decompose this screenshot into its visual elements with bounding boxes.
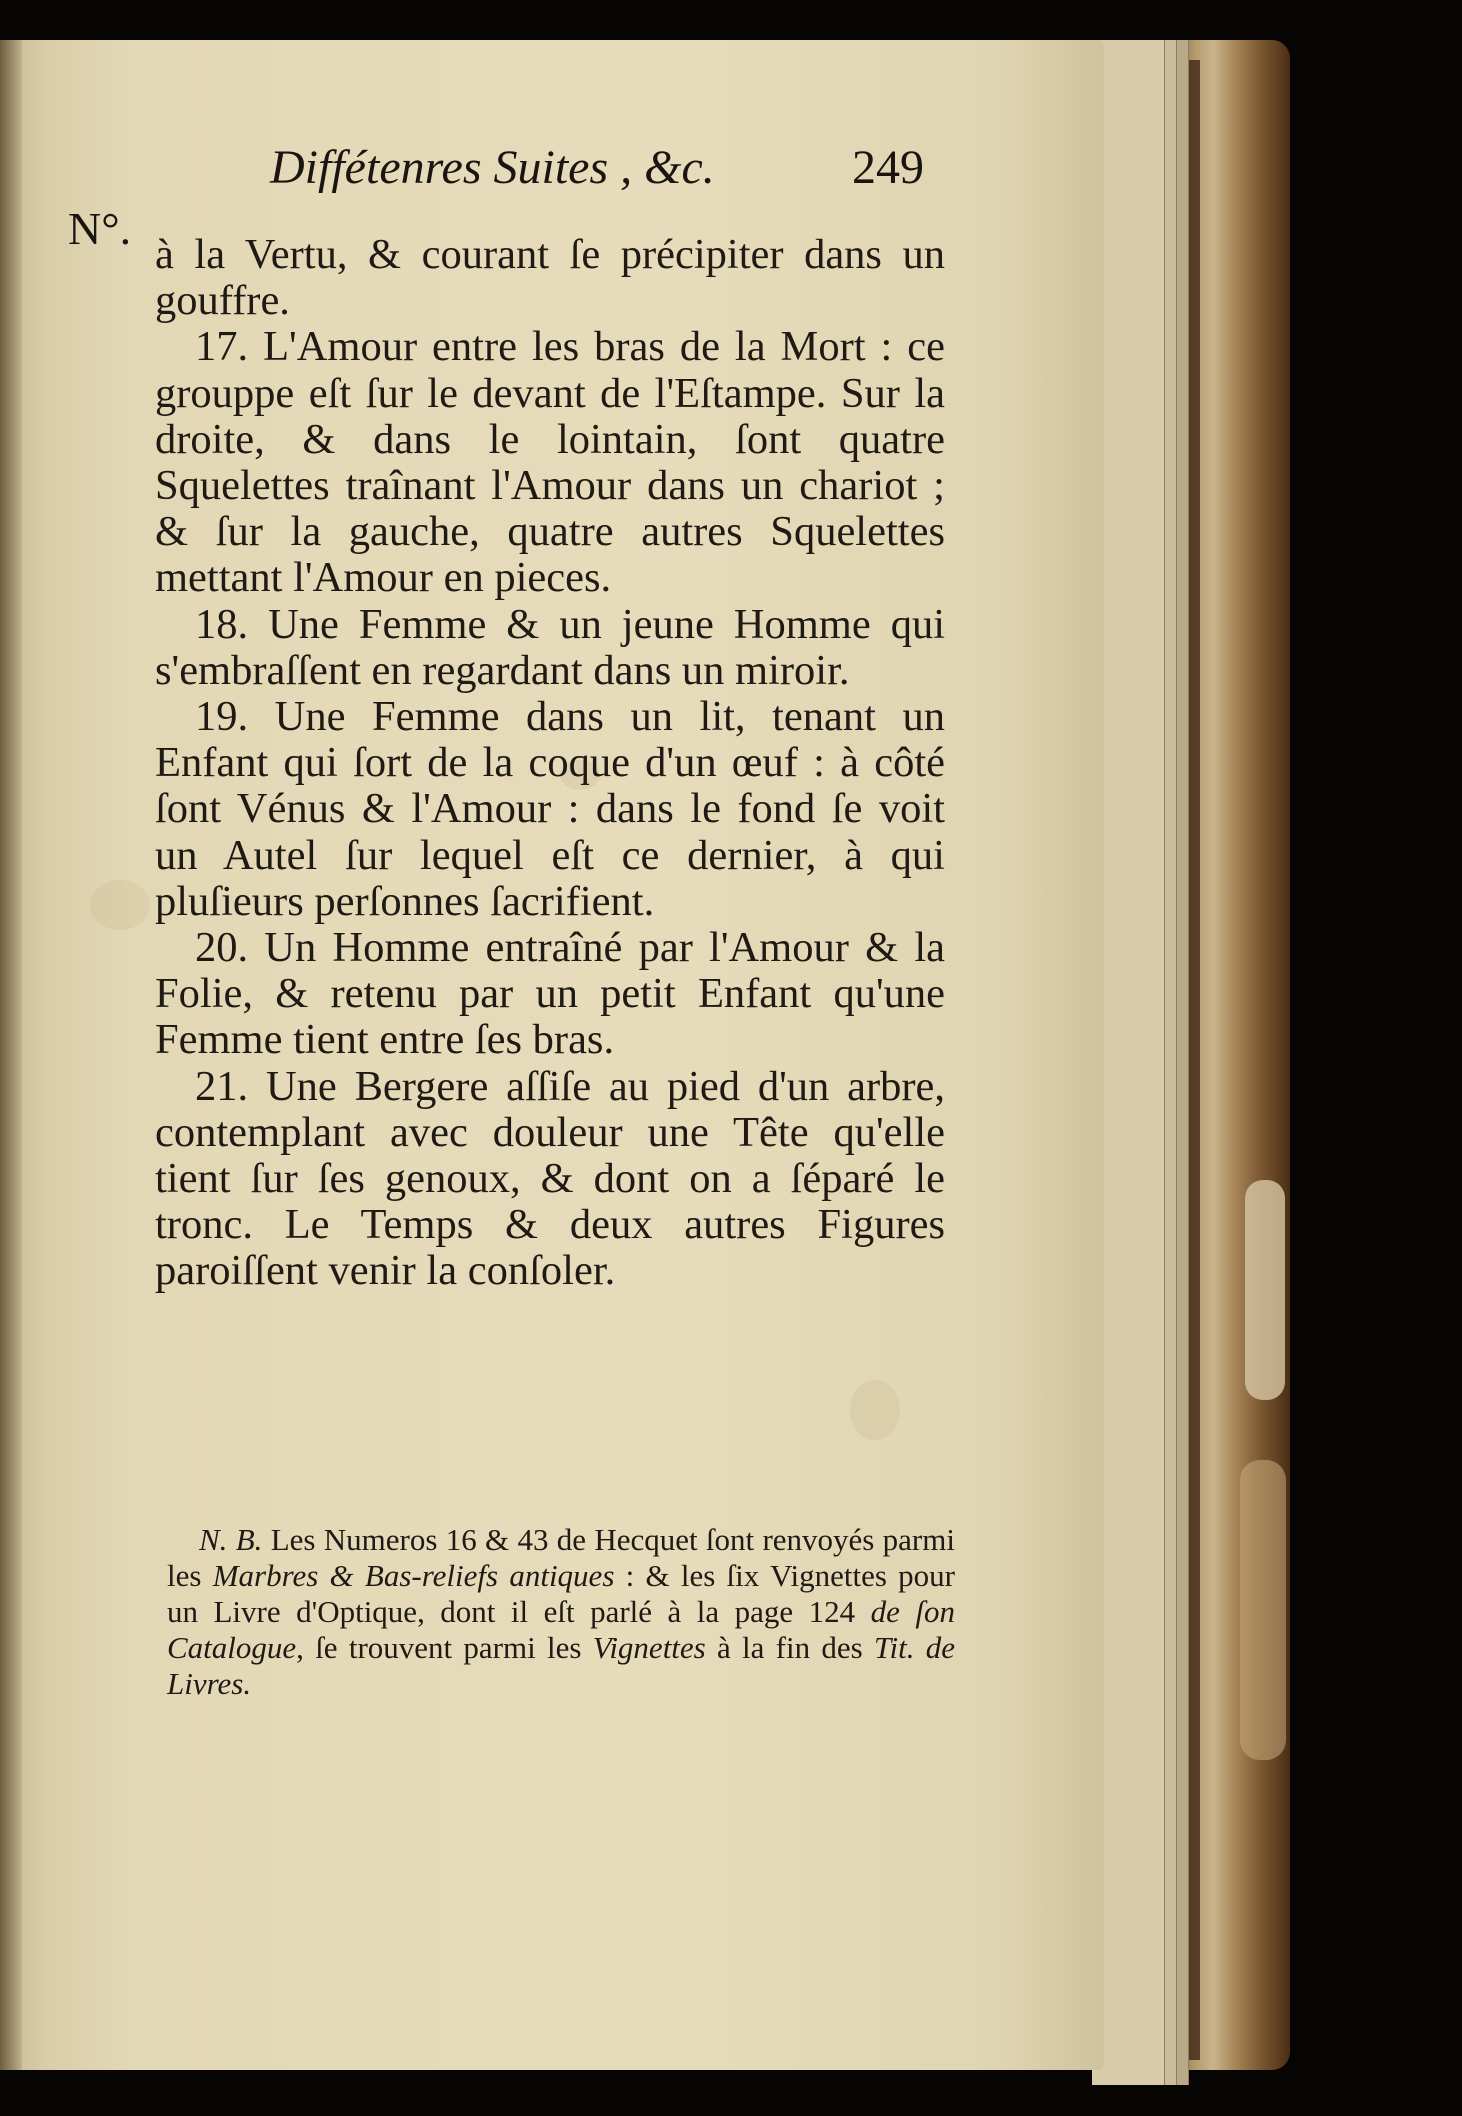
paper-stain: [850, 1380, 900, 1440]
number-column-marker: N°.: [68, 203, 132, 254]
page-number: 249: [852, 141, 924, 194]
note-text: : & les ſix Vignettes pour un Livre d'Optique, dont il eſt parlé à la page 124: [167, 1558, 955, 1629]
note-text: Les Numeros 16 & 43 de Hecquet ſont renvoyés parmi les: [167, 1522, 955, 1593]
paper-stain: [90, 880, 150, 930]
note-italic: Marbres & Bas-reliefs antiques: [212, 1558, 615, 1593]
note-text: , ſe trouvent parmi les: [296, 1630, 593, 1665]
note-nb: N. B.: [199, 1522, 263, 1557]
note-text: à la fin des: [705, 1630, 874, 1665]
cover-wear-mark: [1240, 1460, 1286, 1760]
footnote: [167, 1522, 955, 1702]
continuation-paragraph: à la Vertu, & courant ſe précipiter dans un gouffre.: [155, 231, 945, 325]
note-italic: Tit. de Livres.: [167, 1630, 955, 1701]
body-text: [155, 232, 945, 1295]
note-italic: Vignettes: [592, 1630, 706, 1665]
entry-20: 20. Un Homme entraîné par l'Amour & la Folie, & retenu par un petit Enfant qu'une Femme tient entre ſes bras.: [155, 924, 945, 1064]
entry-17: 17. L'Amour entre les bras de la Mort : ce grouppe eſt ſur le devant de l'Eſtampe. Sur la droite, & dans le lointain, ſont quatre Squelettes traînant l'Amour dans un chariot ; & ſur la gauche, quatre autres Squelettes mettant l'Amour en pieces.: [155, 323, 945, 602]
note-italic: de ſon Catalogue: [167, 1594, 955, 1665]
page-header: [0, 140, 1100, 210]
entry-21: 21. Une Bergere aſſiſe au pied d'un arbre, contemplant avec douleur une Tête qu'elle tient ſur ſes genoux, & dont on a ſéparé le tronc. Le Temps & deux autres Figures paroiſſent venir la conſoler.: [155, 1062, 945, 1295]
cover-wear-mark: [1245, 1180, 1285, 1400]
entry-18: 18. Une Femme & un jeune Homme qui s'embraſſent en regardant dans un miroir.: [155, 600, 945, 694]
running-title: Diffétenres Suites , &c.: [270, 141, 715, 194]
page-gutter: [0, 40, 22, 2070]
entry-19: 19. Une Femme dans un lit, tenant un Enfant qui ſort de la coque d'un œuf : à côté ſont Vénus & l'Amour : dans le fond ſe voit un Autel ſur lequel eſt ce dernier, à qui pluſieurs perſonnes ſacrifient.: [155, 693, 945, 925]
